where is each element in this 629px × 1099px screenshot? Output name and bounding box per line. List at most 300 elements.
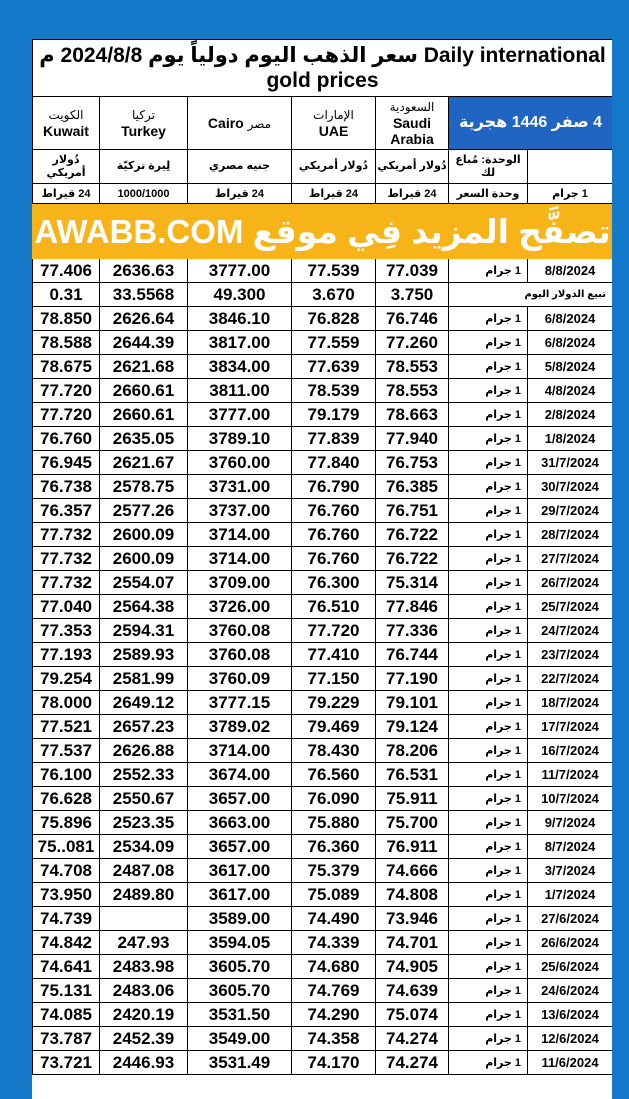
table-row <box>33 883 613 907</box>
price-unit: 1 جرام <box>449 715 528 739</box>
price-kuwait: 76.100 <box>33 763 100 787</box>
header-cairo-ar: مصر <box>247 116 272 131</box>
price-kuwait: 77.193 <box>33 643 100 667</box>
table-row <box>33 355 613 379</box>
header-turkey <box>100 97 188 150</box>
table-row <box>33 619 613 643</box>
price-unit: 1 جرام <box>449 691 528 715</box>
price-unit: 1 جرام <box>449 955 528 979</box>
price-turkey: 2626.64 <box>100 307 188 331</box>
price-saudi: 77.039 <box>376 259 449 283</box>
site-banner[interactable]: تصفَّح المزيد فِي موقع AWABB.COM <box>33 204 613 259</box>
price-kuwait: 78.000 <box>33 691 100 715</box>
price-cairo: 3674.00 <box>188 763 292 787</box>
header-uae-en: UAE <box>318 123 349 139</box>
price-unit: 1 جرام <box>449 811 528 835</box>
price-kuwait: 77.732 <box>33 571 100 595</box>
price-cairo: 3605.70 <box>188 955 292 979</box>
price-unit: 1 جرام <box>449 1003 528 1027</box>
price-uae: 78.430 <box>292 739 376 763</box>
page-title <box>33 40 613 97</box>
price-kuwait: 76.357 <box>33 499 100 523</box>
karat-kuwait: 24 قيراط <box>33 184 100 204</box>
price-cairo: 3777.00 <box>188 259 292 283</box>
price-uae: 79.229 <box>292 691 376 715</box>
price-saudi: 74.274 <box>376 1051 449 1075</box>
price-cairo: 3760.09 <box>188 667 292 691</box>
price-unit: 1 جرام <box>449 379 528 403</box>
price-cairo: 3760.00 <box>188 451 292 475</box>
header-cairo-en: Cairo <box>207 114 244 131</box>
price-turkey: 2523.35 <box>100 811 188 835</box>
price-uae: 74.170 <box>292 1051 376 1075</box>
price-cairo: 3726.00 <box>188 595 292 619</box>
karat-uae: 24 قيراط <box>292 184 376 204</box>
price-cairo: 3531.49 <box>188 1051 292 1075</box>
price-uae: 77.720 <box>292 619 376 643</box>
price-uae: 79.179 <box>292 403 376 427</box>
price-uae: 75.089 <box>292 883 376 907</box>
header-turkey-ar: تركيا <box>132 108 155 122</box>
price-date: 24/6/2024 <box>528 979 613 1003</box>
currency-turkey: لِيرة تركيّة <box>100 150 188 184</box>
price-kuwait: 74.708 <box>33 859 100 883</box>
table-row <box>33 859 613 883</box>
price-cairo: 3846.10 <box>188 307 292 331</box>
table-row <box>33 331 613 355</box>
price-unit: 1 جرام <box>449 331 528 355</box>
table-row <box>33 475 613 499</box>
karat-row <box>33 184 613 204</box>
price-date: 30/7/2024 <box>528 475 613 499</box>
price-uae: 76.760 <box>292 523 376 547</box>
price-turkey: 2621.68 <box>100 355 188 379</box>
price-cairo: 3777.00 <box>188 403 292 427</box>
price-date: 27/6/2024 <box>528 907 613 931</box>
price-turkey: 2660.61 <box>100 403 188 427</box>
dollar-label: تبيع الدولار اليوم <box>449 283 613 307</box>
price-turkey <box>100 907 188 931</box>
price-unit: 1 جرام <box>449 787 528 811</box>
price-cairo: 3714.00 <box>188 523 292 547</box>
price-unit: 1 جرام <box>449 907 528 931</box>
price-unit: 1 جرام <box>449 643 528 667</box>
table-row <box>33 379 613 403</box>
price-turkey: 2657.23 <box>100 715 188 739</box>
price-cairo: 3709.00 <box>188 571 292 595</box>
price-saudi: 76.753 <box>376 451 449 475</box>
price-cairo: 3589.00 <box>188 907 292 931</box>
price-kuwait: 77.353 <box>33 619 100 643</box>
banner-row <box>33 204 613 259</box>
price-uae: 77.559 <box>292 331 376 355</box>
price-date: 3/7/2024 <box>528 859 613 883</box>
price-cairo: 3737.00 <box>188 499 292 523</box>
table-row <box>33 523 613 547</box>
dollar-cairo: 49.300 <box>188 283 292 307</box>
price-cairo: 3714.00 <box>188 739 292 763</box>
price-unit: 1 جرام <box>449 499 528 523</box>
price-date: 6/8/2024 <box>528 331 613 355</box>
price-turkey: 2489.80 <box>100 883 188 907</box>
price-date: 31/7/2024 <box>528 451 613 475</box>
price-turkey: 2483.98 <box>100 955 188 979</box>
price-date: 27/7/2024 <box>528 547 613 571</box>
price-kuwait: 76.945 <box>33 451 100 475</box>
price-kuwait: 78.675 <box>33 355 100 379</box>
price-date: 16/7/2024 <box>528 739 613 763</box>
price-uae: 77.410 <box>292 643 376 667</box>
price-uae: 74.290 <box>292 1003 376 1027</box>
price-uae: 77.840 <box>292 451 376 475</box>
price-date: 29/7/2024 <box>528 499 613 523</box>
price-cairo: 3760.08 <box>188 643 292 667</box>
table-row <box>33 451 613 475</box>
price-unit: 1 جرام <box>449 523 528 547</box>
price-cairo: 3777.15 <box>188 691 292 715</box>
price-kuwait: 74.641 <box>33 955 100 979</box>
price-cairo: 3617.00 <box>188 883 292 907</box>
price-kuwait: 73.787 <box>33 1027 100 1051</box>
header-uae <box>292 97 376 150</box>
dollar-rate-row <box>33 283 613 307</box>
price-saudi: 74.905 <box>376 955 449 979</box>
price-uae: 74.339 <box>292 931 376 955</box>
price-saudi: 76.722 <box>376 547 449 571</box>
table-row <box>33 643 613 667</box>
price-turkey: 2552.33 <box>100 763 188 787</box>
table-row <box>33 979 613 1003</box>
price-cairo: 3834.00 <box>188 355 292 379</box>
price-cairo: 3811.00 <box>188 379 292 403</box>
price-turkey: 2554.07 <box>100 571 188 595</box>
table-row <box>33 715 613 739</box>
price-unit: 1 جرام <box>449 307 528 331</box>
price-cairo: 3731.00 <box>188 475 292 499</box>
price-turkey: 2649.12 <box>100 691 188 715</box>
currency-kuwait: دُولار أمريكي <box>33 150 100 184</box>
price-saudi: 77.260 <box>376 331 449 355</box>
price-date: 12/6/2024 <box>528 1027 613 1051</box>
price-kuwait: 77.406 <box>33 259 100 283</box>
price-date: 8/8/2024 <box>528 259 613 283</box>
price-unit: 1 جرام <box>449 259 528 283</box>
price-saudi: 79.124 <box>376 715 449 739</box>
price-saudi: 74.666 <box>376 859 449 883</box>
price-unit: 1 جرام <box>449 931 528 955</box>
price-turkey: 2564.38 <box>100 595 188 619</box>
header-saudi <box>376 97 449 150</box>
table-row <box>33 691 613 715</box>
price-kuwait: 73.721 <box>33 1051 100 1075</box>
karat-cairo: 24 قيراط <box>188 184 292 204</box>
table-row <box>33 259 613 283</box>
price-kuwait: 74.842 <box>33 931 100 955</box>
price-saudi: 76.744 <box>376 643 449 667</box>
unit-label: الوحدة: مُباع لك <box>449 150 528 184</box>
table-row <box>33 667 613 691</box>
price-kuwait: 74.739 <box>33 907 100 931</box>
header-kuwait-en: Kuwait <box>43 123 89 139</box>
header-uae-ar: الإمارات <box>313 108 354 122</box>
price-saudi: 76.751 <box>376 499 449 523</box>
header-kuwait <box>33 97 100 150</box>
price-cairo: 3789.10 <box>188 427 292 451</box>
price-saudi: 77.846 <box>376 595 449 619</box>
gold-price-table <box>32 39 612 1075</box>
table-row <box>33 547 613 571</box>
price-turkey: 2589.93 <box>100 643 188 667</box>
price-turkey: 2626.88 <box>100 739 188 763</box>
price-cairo: 3617.00 <box>188 859 292 883</box>
price-unit: 1 جرام <box>449 835 528 859</box>
price-saudi: 76.911 <box>376 835 449 859</box>
price-kuwait: 77.537 <box>33 739 100 763</box>
price-saudi: 76.531 <box>376 763 449 787</box>
price-turkey: 2621.67 <box>100 451 188 475</box>
header-saudi-en: Saudi Arabia <box>390 115 434 147</box>
price-date: 24/7/2024 <box>528 619 613 643</box>
price-date: 23/7/2024 <box>528 643 613 667</box>
price-saudi: 75.074 <box>376 1003 449 1027</box>
price-turkey: 2578.75 <box>100 475 188 499</box>
price-unit: 1 جرام <box>449 859 528 883</box>
price-date: 8/7/2024 <box>528 835 613 859</box>
price-date: 11/7/2024 <box>528 763 613 787</box>
price-turkey: 2635.05 <box>100 427 188 451</box>
price-uae: 76.828 <box>292 307 376 331</box>
currency-saudi: دُولار أمريكي <box>376 150 449 184</box>
price-date: 5/8/2024 <box>528 355 613 379</box>
price-saudi: 78.206 <box>376 739 449 763</box>
price-kuwait: 77.732 <box>33 523 100 547</box>
price-cairo: 3760.08 <box>188 619 292 643</box>
price-unit: 1 جرام <box>449 979 528 1003</box>
price-date: 13/6/2024 <box>528 1003 613 1027</box>
title-english-line1: Daily international <box>423 44 606 67</box>
price-uae: 76.560 <box>292 763 376 787</box>
table-row <box>33 763 613 787</box>
price-saudi: 77.190 <box>376 667 449 691</box>
dollar-turkey: 33.5568 <box>100 283 188 307</box>
price-kuwait: 75.896 <box>33 811 100 835</box>
price-unit: 1 جرام <box>449 1027 528 1051</box>
price-date: 17/7/2024 <box>528 715 613 739</box>
price-cairo: 3817.00 <box>188 331 292 355</box>
price-turkey: 2577.26 <box>100 499 188 523</box>
price-cairo: 3714.00 <box>188 547 292 571</box>
price-kuwait: 79.254 <box>33 667 100 691</box>
price-uae: 76.790 <box>292 475 376 499</box>
price-uae: 76.760 <box>292 499 376 523</box>
header-turkey-en: Turkey <box>121 123 166 139</box>
price-unit: 1 جرام <box>449 595 528 619</box>
price-saudi: 75.700 <box>376 811 449 835</box>
price-turkey: 2660.61 <box>100 379 188 403</box>
table-row <box>33 1051 613 1075</box>
price-date: 1/8/2024 <box>528 427 613 451</box>
table-row <box>33 1027 613 1051</box>
dollar-uae: 3.670 <box>292 283 376 307</box>
price-saudi: 76.722 <box>376 523 449 547</box>
hijri-date: 4 صفر 1446 هجرية <box>449 97 613 150</box>
price-kuwait: 73.950 <box>33 883 100 907</box>
header-cairo <box>188 97 292 150</box>
table-row <box>33 403 613 427</box>
price-date: 25/7/2024 <box>528 595 613 619</box>
price-kuwait: 76.760 <box>33 427 100 451</box>
price-date: 11/6/2024 <box>528 1051 613 1075</box>
table-row <box>33 571 613 595</box>
dollar-kuwait: 0.31 <box>33 283 100 307</box>
table-row <box>33 499 613 523</box>
price-turkey: 2487.08 <box>100 859 188 883</box>
price-date: 26/6/2024 <box>528 931 613 955</box>
price-uae: 77.639 <box>292 355 376 379</box>
price-saudi: 73.946 <box>376 907 449 931</box>
currency-cairo: جنيه مصري <box>188 150 292 184</box>
price-saudi: 78.663 <box>376 403 449 427</box>
price-uae: 75.880 <box>292 811 376 835</box>
price-turkey: 2534.09 <box>100 835 188 859</box>
price-saudi: 77.336 <box>376 619 449 643</box>
price-saudi: 74.274 <box>376 1027 449 1051</box>
price-kuwait: 75..081 <box>33 835 100 859</box>
price-uae: 75.379 <box>292 859 376 883</box>
gold-price-sheet <box>32 39 612 1099</box>
price-uae: 76.300 <box>292 571 376 595</box>
price-kuwait: 77.720 <box>33 379 100 403</box>
price-unit: 1 جرام <box>449 403 528 427</box>
price-uae: 74.769 <box>292 979 376 1003</box>
price-date: 2/8/2024 <box>528 403 613 427</box>
price-unit: 1 جرام <box>449 355 528 379</box>
price-turkey: 2581.99 <box>100 667 188 691</box>
price-turkey: 2594.31 <box>100 619 188 643</box>
price-cairo: 3789.02 <box>188 715 292 739</box>
price-uae: 76.090 <box>292 787 376 811</box>
price-unit: 1 جرام <box>449 427 528 451</box>
table-row <box>33 1003 613 1027</box>
table-row <box>33 907 613 931</box>
price-cairo: 3657.00 <box>188 835 292 859</box>
price-turkey: 247.93 <box>100 931 188 955</box>
price-kuwait: 75.131 <box>33 979 100 1003</box>
price-uae: 76.510 <box>292 595 376 619</box>
price-saudi: 74.808 <box>376 883 449 907</box>
price-unit: 1 جرام <box>449 475 528 499</box>
price-date: 22/7/2024 <box>528 667 613 691</box>
table-row <box>33 955 613 979</box>
price-kuwait: 77.720 <box>33 403 100 427</box>
karat-unit: وحدة السعر <box>449 184 528 204</box>
price-date: 18/7/2024 <box>528 691 613 715</box>
price-turkey: 2452.39 <box>100 1027 188 1051</box>
price-unit: 1 جرام <box>449 451 528 475</box>
price-saudi: 74.639 <box>376 979 449 1003</box>
karat-turkey: 1000/1000 <box>100 184 188 204</box>
price-cairo: 3605.70 <box>188 979 292 1003</box>
price-date: 9/7/2024 <box>528 811 613 835</box>
table-row <box>33 787 613 811</box>
title-arabic: سعر الذهب اليوم دولياً يوم 2024/8/8 م <box>39 44 418 67</box>
price-date: 28/7/2024 <box>528 523 613 547</box>
table-row <box>33 811 613 835</box>
price-turkey: 2420.19 <box>100 1003 188 1027</box>
price-saudi: 74.701 <box>376 931 449 955</box>
price-cairo: 3657.00 <box>188 787 292 811</box>
price-saudi: 77.940 <box>376 427 449 451</box>
dollar-saudi: 3.750 <box>376 283 449 307</box>
currency-uae: دُولار أمريكي <box>292 150 376 184</box>
country-header-row <box>33 97 613 150</box>
price-uae: 77.150 <box>292 667 376 691</box>
price-uae: 79.469 <box>292 715 376 739</box>
price-unit: 1 جرام <box>449 1051 528 1075</box>
table-row <box>33 739 613 763</box>
price-unit: 1 جرام <box>449 667 528 691</box>
price-saudi: 78.553 <box>376 355 449 379</box>
table-row <box>33 595 613 619</box>
price-kuwait: 77.521 <box>33 715 100 739</box>
table-row <box>33 427 613 451</box>
price-unit: 1 جرام <box>449 571 528 595</box>
price-saudi: 75.911 <box>376 787 449 811</box>
price-unit: 1 جرام <box>449 883 528 907</box>
table-row <box>33 931 613 955</box>
price-unit: 1 جرام <box>449 619 528 643</box>
price-turkey: 2644.39 <box>100 331 188 355</box>
price-saudi: 79.101 <box>376 691 449 715</box>
price-cairo: 3663.00 <box>188 811 292 835</box>
price-turkey: 2600.09 <box>100 547 188 571</box>
price-date: 6/8/2024 <box>528 307 613 331</box>
price-date: 26/7/2024 <box>528 571 613 595</box>
price-kuwait: 77.732 <box>33 547 100 571</box>
price-unit: 1 جرام <box>449 547 528 571</box>
price-turkey: 2600.09 <box>100 523 188 547</box>
price-date: 25/6/2024 <box>528 955 613 979</box>
price-kuwait: 74.085 <box>33 1003 100 1027</box>
table-row <box>33 835 613 859</box>
price-unit: 1 جرام <box>449 739 528 763</box>
price-saudi: 76.385 <box>376 475 449 499</box>
price-date: 10/7/2024 <box>528 787 613 811</box>
price-uae: 74.680 <box>292 955 376 979</box>
price-turkey: 2550.67 <box>100 787 188 811</box>
price-unit: 1 جرام <box>449 763 528 787</box>
unit-blank <box>528 150 613 184</box>
price-turkey: 2446.93 <box>100 1051 188 1075</box>
price-saudi: 76.746 <box>376 307 449 331</box>
title-row <box>33 40 613 97</box>
price-cairo: 3594.05 <box>188 931 292 955</box>
price-uae: 76.360 <box>292 835 376 859</box>
price-uae: 76.760 <box>292 547 376 571</box>
price-date: 4/8/2024 <box>528 379 613 403</box>
price-uae: 74.358 <box>292 1027 376 1051</box>
price-uae: 77.539 <box>292 259 376 283</box>
price-cairo: 3531.50 <box>188 1003 292 1027</box>
karat-saudi: 24 قيراط <box>376 184 449 204</box>
price-uae: 77.839 <box>292 427 376 451</box>
price-turkey: 2636.63 <box>100 259 188 283</box>
karat-gram: 1 جرام <box>528 184 613 204</box>
price-kuwait: 78.850 <box>33 307 100 331</box>
price-saudi: 75.314 <box>376 571 449 595</box>
price-turkey: 2483.06 <box>100 979 188 1003</box>
price-kuwait: 76.738 <box>33 475 100 499</box>
